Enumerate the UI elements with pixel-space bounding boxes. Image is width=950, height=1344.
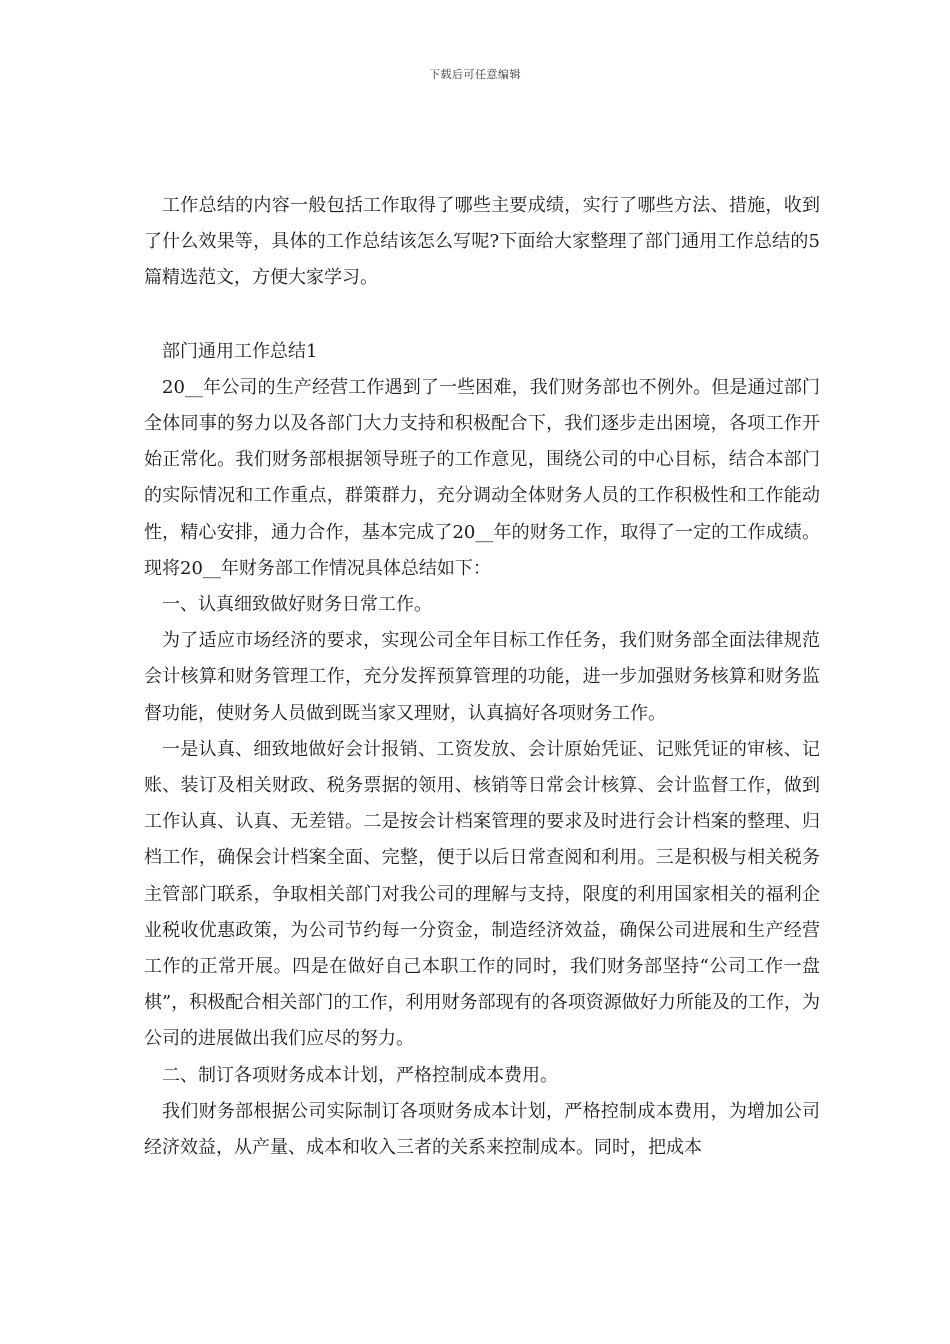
body-paragraph-2: 为了适应市场经济的要求，实现公司全年目标工作任务，我们财务部全面法律规范会计核算和财务管理工作，充分发挥预算管理的功能，进一步加强财务核算和财务监督功能，使财务人员做到既当家又理财，认真搞好各项财务工作。 <box>144 630 820 724</box>
body-paragraph-1: 20__年公司的生产经营工作遇到了一些困难，我们财务部也不例外。但是通过部门全体同事的努力以及各部门大力支持和积极配合下，我们逐步走出困境，各项工作开始正常化。我们财务部根据领导班子的工作意见，围绕公司的中心目标，结合本部门的实际情况和工作重点，群策群力，充分调动全体财务人员的工作积极性和工作能动性，精心安排，通力合作，基本完成了20__年的财务工作，取得了一定的工作成绩。现将20__年财务部工作情况具体总结如下： <box>144 376 820 579</box>
document-body <box>144 188 820 1166</box>
section-heading-1: 一、认真细致做好财务日常工作。 <box>162 594 432 616</box>
section-title: 部门通用工作总结1 <box>162 340 318 362</box>
body-paragraph-4: 我们财务部根据公司实际制订各项财务成本计划，严格控制成本费用，为增加公司经济效益，从产量、成本和收入三者的关系来控制成本。同时，把成本 <box>144 1100 820 1159</box>
page-header: 下载后可任意编辑 <box>429 68 521 81</box>
paragraph-spacer <box>144 297 820 334</box>
intro-paragraph: 工作总结的内容一般包括工作取得了哪些主要成绩，实行了哪些方法、措施，收到了什么效果等，具体的工作总结该怎么写呢?下面给大家整理了部门通用工作总结的5篇精选范文，方便大家学习。 <box>144 195 820 289</box>
body-paragraph-3: 一是认真、细致地做好会计报销、工资发放、会计原始凭证、记账凭证的审核、记账、装订及相关财政、税务票据的领用、核销等日常会计核算、会计监督工作，做到工作认真、认真、无差错。二是按会计档案管理的要求及时进行会计档案的整理、归档工作，确保会计档案全面、完整，便于以后日常查阅和利用。三是积极与相关税务主管部门联系，争取相关部门对我公司的理解与支持，限度的利用国家相关的福利企业税收优惠政策，为公司节约每一分资金，制造经济效益，确保公司进展和生产经营工作的正常开展。四是在做好自己本职工作的同时，我们财务部坚持“公司工作一盘棋”，积极配合相关部门的工作，利用财务部现有的各项资源做好力所能及的工作，为公司的进展做出我们应尽的努力。 <box>144 738 820 1050</box>
section-heading-2: 二、制订各项财务成本计划，严格控制成本费用。 <box>162 1064 558 1086</box>
